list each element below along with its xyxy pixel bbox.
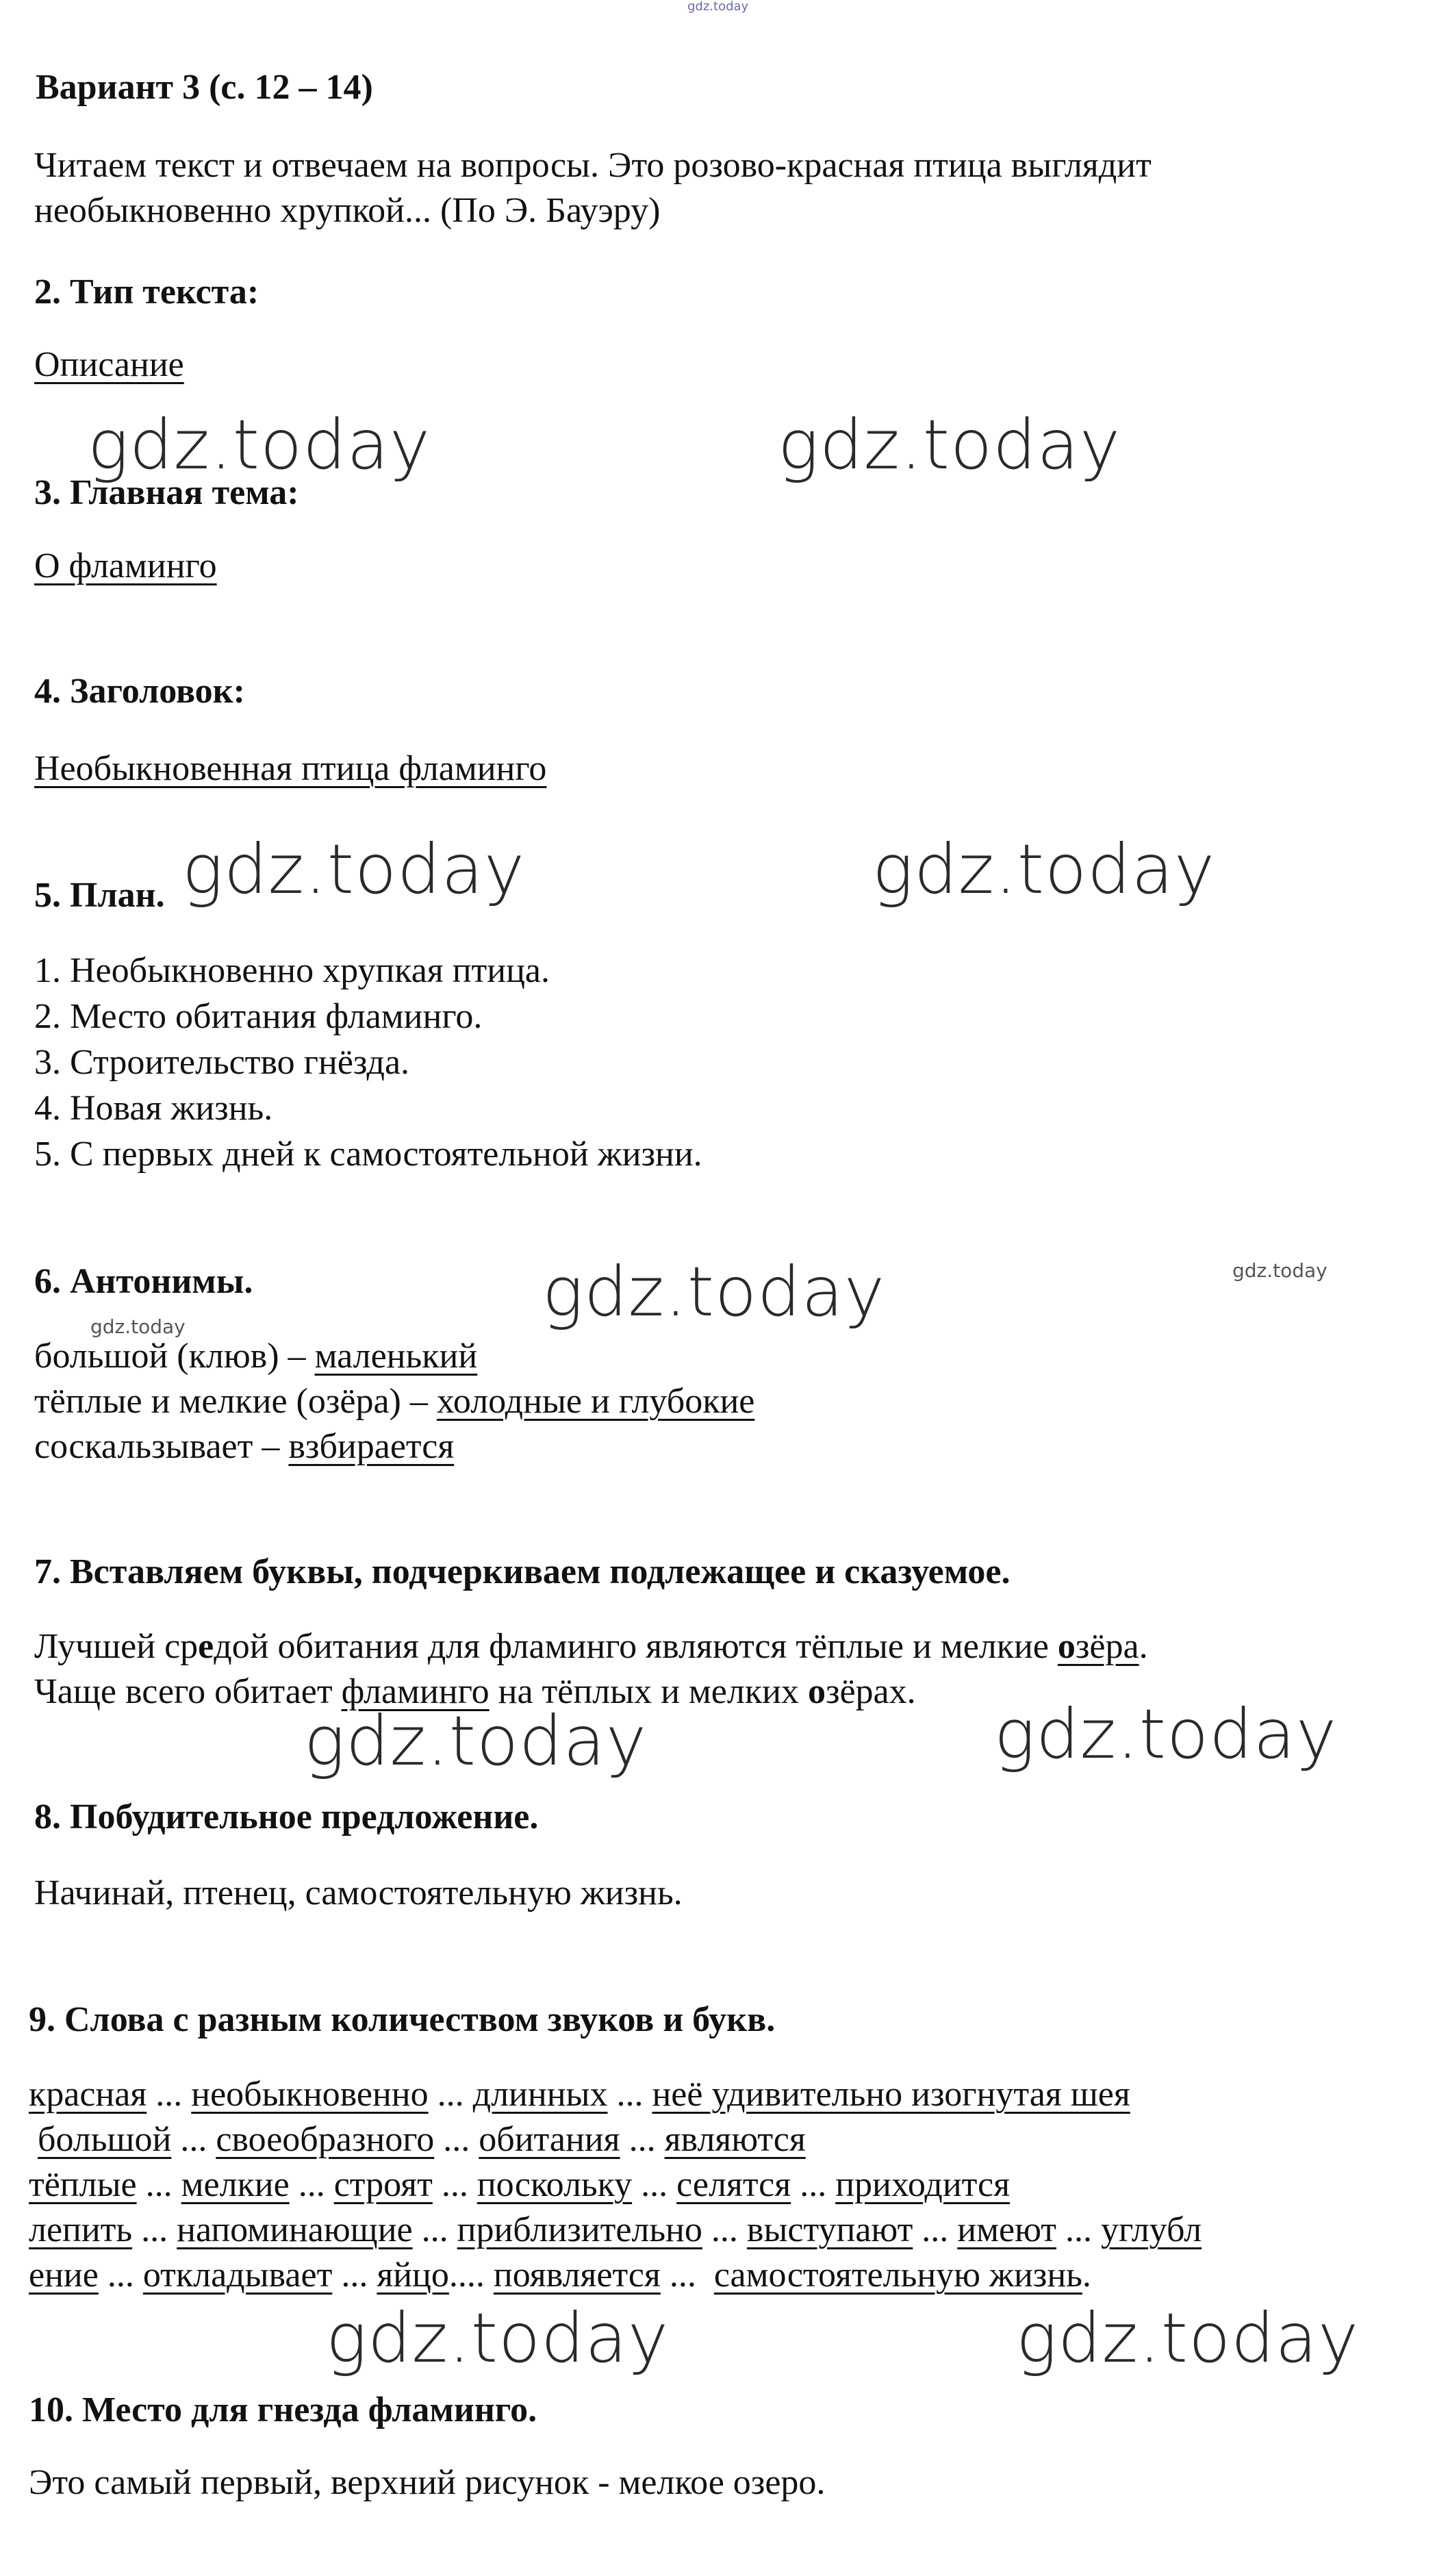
q9-line — [29, 2253, 1091, 2298]
subject-underlined: фламинго — [341, 1672, 490, 1711]
q9-word: лепить — [29, 2210, 133, 2249]
q9-separator: ... — [428, 2075, 473, 2114]
q9-separator: ... — [432, 2165, 477, 2204]
q9-word: являются — [664, 2120, 806, 2159]
inserted-letter: е — [198, 1627, 214, 1666]
list-item: 2. Место обитания фламинго. — [34, 997, 483, 1036]
q9-line — [29, 2072, 1130, 2117]
text-part: зёрах. — [825, 1672, 916, 1711]
q9-word: ение — [29, 2256, 99, 2295]
q9-separator: ... — [412, 2210, 457, 2249]
plan-list — [34, 948, 702, 1177]
q10-answer: Это самый первый, верхний рисунок - мелкое озеро. — [29, 2463, 826, 2502]
q9-separator: ... — [791, 2165, 836, 2204]
q2-heading: 2. Тип текста: — [34, 273, 259, 312]
q4-heading: 4. Заголовок: — [34, 672, 245, 711]
q9-word: неё удивительно изогнутая шея — [652, 2075, 1130, 2114]
q9-separator: .... — [448, 2256, 494, 2295]
q9-word: мелкие — [181, 2165, 290, 2204]
q3-answer: О фламинго — [34, 546, 217, 585]
q9-separator: ... — [289, 2165, 334, 2204]
q9-word: своеобразного — [216, 2120, 435, 2159]
q9-separator: ... — [1056, 2210, 1101, 2249]
q9-separator: ... — [132, 2210, 177, 2249]
q9-separator: ... — [702, 2210, 747, 2249]
q9-word: приходится — [835, 2165, 1011, 2204]
q9-word: откладывает — [142, 2256, 333, 2295]
antonym-word: большой (клюв) – — [34, 1337, 315, 1376]
q9-word: самостоятельную жизнь — [713, 2256, 1082, 2295]
text-part: Чаще всего обитает — [34, 1672, 342, 1711]
q9-line — [29, 2162, 1010, 2208]
antonym-word: соскальзывает – — [34, 1427, 289, 1466]
q9-word: строят — [333, 2165, 433, 2204]
q9-word: красная — [29, 2075, 147, 2114]
antonym-row — [34, 1334, 477, 1379]
watermark: gdz.today — [994, 1694, 1338, 1774]
watermark: gdz.today — [182, 829, 526, 909]
text-part: зёра — [1075, 1627, 1139, 1666]
q5-heading: 5. План. — [34, 876, 165, 915]
q6-heading: 6. Антонимы. — [34, 1262, 253, 1301]
q9-word: приблизительно — [457, 2210, 702, 2249]
q9-separator: ... — [913, 2210, 958, 2249]
subject-underlined — [1058, 1627, 1139, 1666]
text-part: Лучшей ср — [34, 1627, 199, 1666]
q9-separator: ... — [171, 2120, 216, 2159]
q9-separator: ... — [434, 2120, 479, 2159]
watermark-small: gdz.today — [1232, 1259, 1328, 1282]
watermark: gdz.today — [1016, 2298, 1360, 2378]
intro-line-2: необыкновенно хрупкой... (По Э. Бауэру) — [34, 191, 661, 230]
q3-heading: 3. Главная тема: — [34, 473, 299, 512]
list-item: 4. Новая жизнь. — [34, 1089, 273, 1128]
q9-tail: . — [1082, 2256, 1091, 2295]
q9-word: появляется — [493, 2256, 661, 2295]
antonym-answer: холодные и глубокие — [436, 1382, 755, 1421]
list-item: 1. Необыкновенно хрупкая птица. — [34, 951, 550, 990]
q9-word: имеют — [957, 2210, 1056, 2249]
q9-line — [29, 2117, 806, 2162]
q9-word: выступают — [746, 2210, 913, 2249]
list-item: 3. Строительство гнёзда. — [34, 1043, 410, 1082]
text-part: на тёплых и мелких — [489, 1672, 808, 1711]
watermark-top: gdz.today — [687, 0, 749, 14]
antonym-row — [34, 1379, 754, 1424]
q9-word: напоминающие — [177, 2210, 413, 2249]
q7-sentence-1 — [34, 1624, 1148, 1669]
q9-separator: ... — [147, 2075, 192, 2114]
watermark: gdz.today — [872, 829, 1216, 909]
antonym-row — [34, 1424, 454, 1469]
q7-heading: 7. Вставляем буквы, подчеркиваем подлежащее и сказуемое. — [34, 1552, 1011, 1591]
q9-word: обитания — [479, 2120, 620, 2159]
q9-separator: ... — [136, 2165, 181, 2204]
q8-answer: Начинай, птенец, самостоятельную жизнь. — [34, 1873, 683, 1912]
text-part: дой обитания для фламинго являются тёплые и мелкие — [214, 1627, 1058, 1666]
watermark-small: gdz.today — [90, 1315, 186, 1338]
intro-line-1: Читаем текст и отвечаем на вопросы. Это розово-красная птица выглядит — [34, 146, 1152, 185]
inserted-letter: о — [1057, 1627, 1076, 1666]
watermark: gdz.today — [326, 2298, 670, 2378]
q4-answer: Необыкновенная птица фламинго — [34, 749, 547, 788]
leading-space — [29, 2120, 38, 2159]
watermark: gdz.today — [88, 405, 431, 485]
q9-line — [29, 2208, 1202, 2253]
watermark: gdz.today — [778, 405, 1121, 485]
q9-word: необыкновенно — [191, 2075, 429, 2114]
q9-word: длинных — [472, 2075, 608, 2114]
q2-answer: Описание — [34, 345, 184, 384]
q9-separator: ... — [607, 2075, 652, 2114]
page-title: Вариант 3 (с. 12 – 14) — [36, 68, 373, 107]
q9-word: селятся — [676, 2165, 791, 2204]
q9-word: тёплые — [29, 2165, 137, 2204]
q10-heading: 10. Место для гнезда фламинго. — [29, 2390, 537, 2429]
q9-word: поскольку — [477, 2165, 633, 2204]
list-item: 5. С первых дней к самостоятельной жизни. — [34, 1135, 702, 1174]
text-part: . — [1139, 1627, 1148, 1666]
q9-heading: 9. Слова с разным количеством звуков и букв. — [29, 2000, 776, 2039]
watermark: gdz.today — [304, 1701, 648, 1781]
q9-separator: ... — [332, 2256, 377, 2295]
antonym-word: тёплые и мелкие (озёра) – — [34, 1382, 437, 1421]
q9-word: яйцо — [377, 2256, 449, 2295]
watermark: gdz.today — [542, 1252, 886, 1332]
q8-heading: 8. Побудительное предложение. — [34, 1797, 539, 1836]
q9-word: углубл — [1101, 2210, 1202, 2249]
antonym-answer: взбирается — [288, 1427, 455, 1466]
inserted-letter: о — [807, 1672, 826, 1711]
q9-word: большой — [38, 2120, 172, 2159]
antonym-answer: маленький — [314, 1337, 478, 1376]
q9-separator: ... — [632, 2165, 677, 2204]
q9-separator: ... — [98, 2256, 143, 2295]
q9-separator: ... — [660, 2256, 714, 2295]
q9-separator: ... — [620, 2120, 665, 2159]
